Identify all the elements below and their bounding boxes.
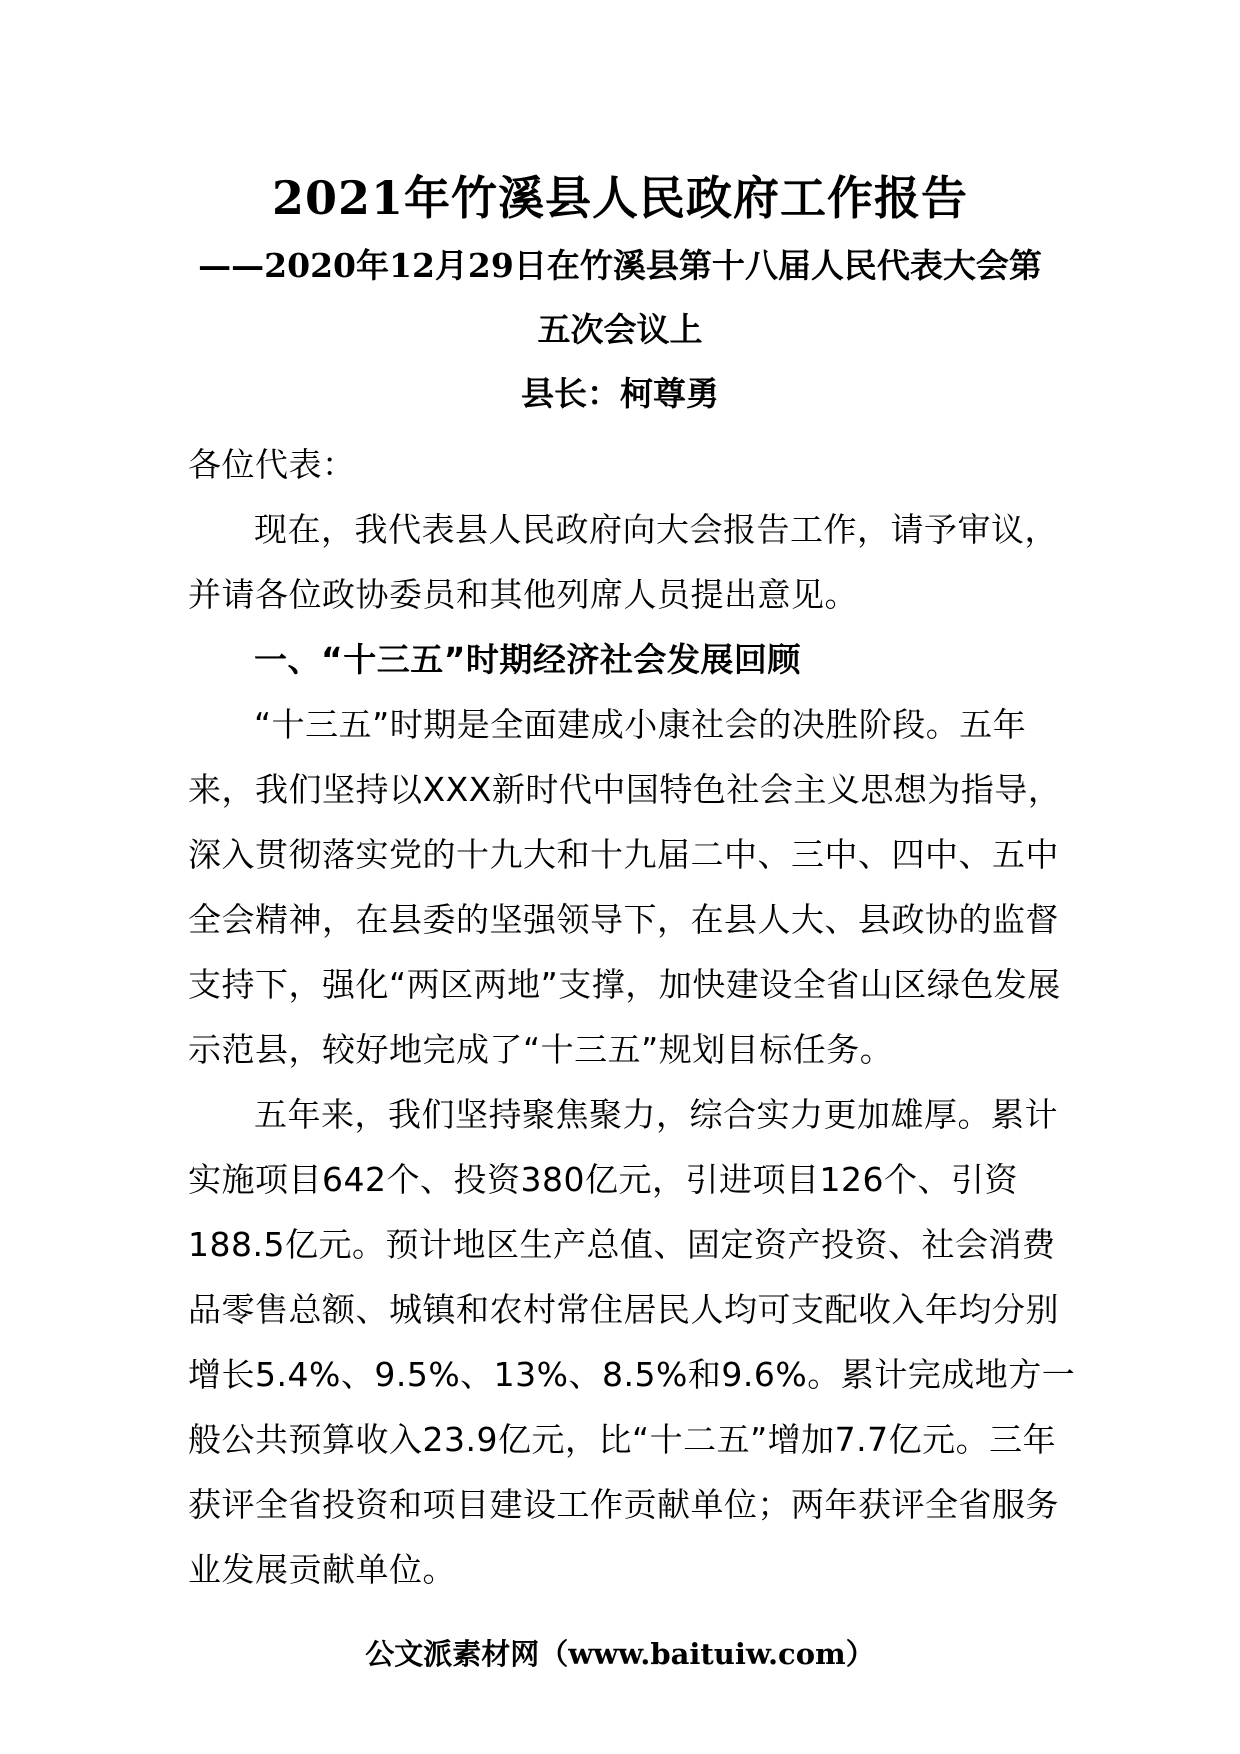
section-heading: 一、“十三五”时期经济社会发展回顾 bbox=[254, 640, 801, 679]
salutation: 各位代表： bbox=[188, 445, 356, 484]
document-title: 2021年竹溪县人民政府工作报告 bbox=[271, 171, 969, 225]
paragraph-achievements: 五年来，我们坚持聚焦聚力，综合实力更加雄厚。累计实施项目642个、投资380亿元，引进项目126个、引资188.5亿元。预计地区生产总值、固定资产投资、社会消费品零售总额、城镇和农村常住居民人均可支配收入年均分别增长5.4%、9.5%、13%、8.5%和9.6%。累计完成地方一般公共预算收入23.9亿元，比“十二五”增加7.7亿元。三年获评全省投资和项目建设工作贡献单位；两年获评全省服务业发展贡献单位。 bbox=[188, 1095, 1076, 1589]
document-body bbox=[188, 432, 1088, 1602]
footer-watermark-text: 公文派素材网（www.baituiw.com） bbox=[365, 1637, 875, 1671]
document-subtitle-line1: ——2020年12月29日在竹溪县第十八届人民代表大会第 bbox=[198, 246, 1042, 285]
document-author: 县长：柯尊勇 bbox=[521, 374, 719, 413]
paragraph-intro: 现在，我代表县人民政府向大会报告工作，请予审议，并请各位政协委员和其他列席人员提出意见。 bbox=[188, 510, 1058, 614]
document-subtitle-line2: 五次会议上 bbox=[537, 310, 703, 349]
paragraph-review: “十三五”时期是全面建成小康社会的决胜阶段。五年来，我们坚持以XXX新时代中国特色社会主义思想为指导，深入贯彻落实党的十九大和十九届二中、三中、四中、五中全会精神，在县委的坚强领导下，在县人大、县政协的监督支持下，强化“两区两地”支撑，加快建设全省山区绿色发展示范县，较好地完成了“十三五”规划目标任务。 bbox=[188, 705, 1062, 1069]
